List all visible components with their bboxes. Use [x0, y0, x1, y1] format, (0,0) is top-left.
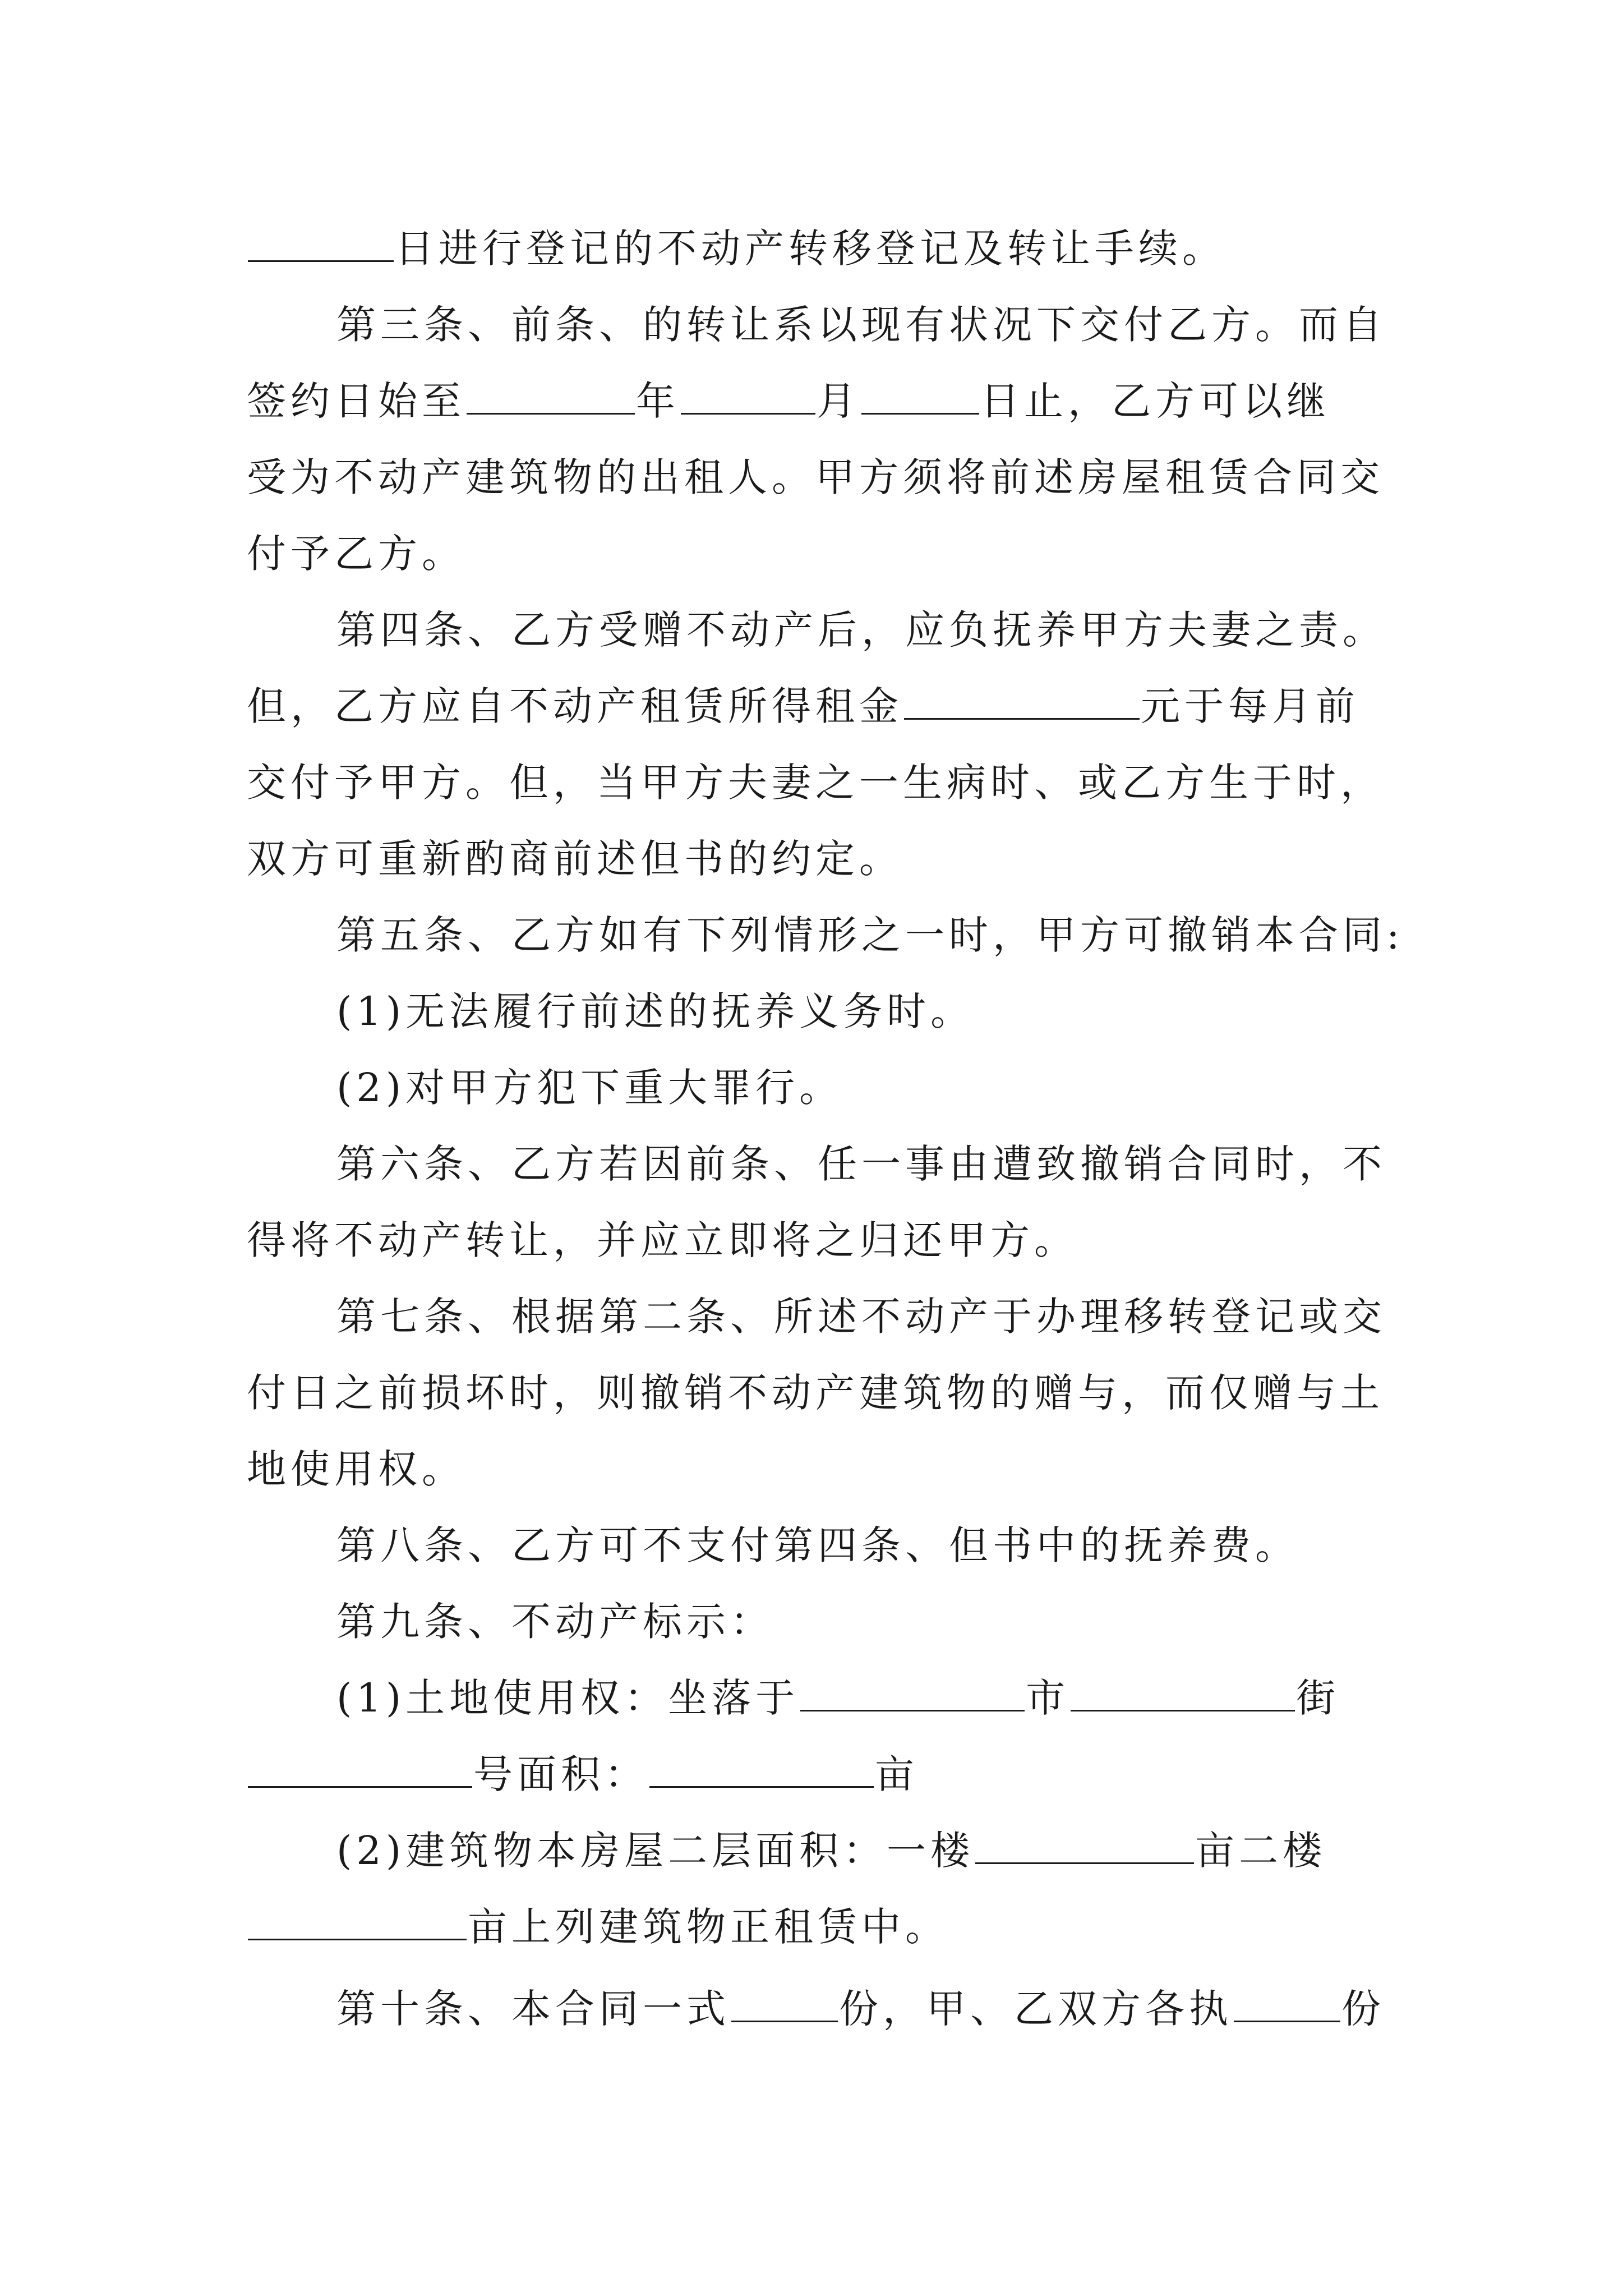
article-6-line	[247, 1126, 1391, 1202]
line-text: 付日之前损坏时，则撤销不动产建筑物的赠与，而仅赠与土	[247, 1370, 1384, 1416]
line-text: 份	[1341, 1986, 1385, 2032]
line-text: 第三条、前条、的转让系以现有状况下交付乙方。而自	[336, 302, 1386, 348]
line-text: (2)建筑物本房屋二层面积：一楼	[336, 1828, 975, 1874]
article-4-line	[247, 744, 1391, 821]
line-text: 第九条、不动产标示：	[336, 1599, 774, 1645]
blank-rent	[904, 683, 1140, 720]
article-5-item	[247, 1050, 1391, 1126]
article-7-line	[247, 1278, 1391, 1355]
article-3-line	[247, 439, 1391, 516]
text-line	[247, 210, 1391, 287]
blank-field	[248, 226, 394, 262]
blank-area	[649, 1751, 874, 1788]
article-7-line	[247, 1355, 1391, 1431]
blank-number	[248, 1751, 472, 1788]
blank-day	[861, 378, 979, 415]
line-text: 但，乙方应自不动产租赁所得租金	[247, 683, 903, 729]
line-text: 市	[1026, 1675, 1070, 1721]
article-4-line	[247, 821, 1391, 897]
line-text: 第八条、乙方可不支付第四条、但书中的抚养费。	[336, 1522, 1299, 1568]
article-4-line	[247, 592, 1391, 668]
line-text: 交付予甲方。但，当甲方夫妻之一生病时、或乙方生于时，	[247, 760, 1384, 806]
line-text: 号面积：	[473, 1751, 648, 1797]
blank-city	[800, 1675, 1025, 1711]
blank-floor-1	[975, 1828, 1194, 1864]
line-text: 第五条、乙方如有下列情形之一时，甲方可撤销本合同:	[336, 912, 1404, 958]
article-9-item	[247, 1812, 1391, 1889]
blank-copies	[731, 1986, 838, 2022]
article-9-line	[247, 1584, 1391, 1660]
line-text: 份，甲、乙双方各执	[839, 1986, 1233, 2032]
line-text: 月	[817, 378, 860, 424]
line-text: 第六条、乙方若因前条、任一事由遭致撤销合同时，不	[336, 1141, 1386, 1187]
article-4-line	[247, 668, 1391, 744]
article-3-line	[247, 287, 1391, 363]
article-9-item	[247, 1889, 1391, 1965]
line-text: (1)无法履行前述的抚养义务时。	[336, 988, 975, 1034]
line-text: 受为不动产建筑物的出租人。甲方须将前述房屋租赁合同交	[247, 454, 1384, 500]
article-3-line	[247, 516, 1391, 592]
line-text: 亩二楼	[1195, 1828, 1327, 1874]
line-text: (1)土地使用权：坐落于	[336, 1675, 800, 1721]
article-10-line	[247, 1971, 1391, 2047]
blank-year	[467, 378, 635, 415]
article-5-item	[247, 973, 1391, 1050]
line-text: 地使用权。	[247, 1446, 465, 1492]
article-5-line	[247, 897, 1404, 973]
line-text: 第七条、根据第二条、所述不动产于办理移转登记或交	[336, 1294, 1386, 1340]
contract-body	[247, 210, 1404, 2047]
line-text: 年	[636, 378, 680, 424]
article-3-line	[247, 363, 1391, 439]
blank-street	[1071, 1675, 1295, 1711]
article-9-item	[247, 1736, 1391, 1812]
article-8-line	[247, 1507, 1391, 1584]
line-text: (2)对甲方犯下重大罪行。	[336, 1065, 843, 1111]
blank-floor-2	[248, 1904, 467, 1940]
line-text: 双方可重新酌商前述但书的约定。	[247, 836, 903, 882]
line-text: 日进行登记的不动产转移登记及转让手续。	[395, 226, 1226, 272]
line-text: 付予乙方。	[247, 531, 465, 577]
line-text: 第四条、乙方受赠不动产后，应负抚养甲方夫妻之责。	[336, 607, 1386, 653]
line-text: 亩上列建筑物正租赁中。	[468, 1904, 949, 1950]
article-6-line	[247, 1202, 1391, 1278]
article-9-item	[247, 1660, 1391, 1736]
line-text: 签约日始至	[247, 378, 465, 424]
line-text: 第十条、本合同一式	[336, 1986, 730, 2032]
blank-each-copies	[1234, 1986, 1340, 2022]
line-text: 得将不动产转让，并应立即将之归还甲方。	[247, 1217, 1078, 1263]
line-text: 元于每月前	[1141, 683, 1359, 729]
line-text: 街	[1296, 1675, 1340, 1721]
article-7-line	[247, 1431, 1391, 1507]
line-text: 亩	[875, 1751, 919, 1797]
blank-month	[681, 378, 815, 415]
line-text: 日止，乙方可以继	[980, 378, 1330, 424]
